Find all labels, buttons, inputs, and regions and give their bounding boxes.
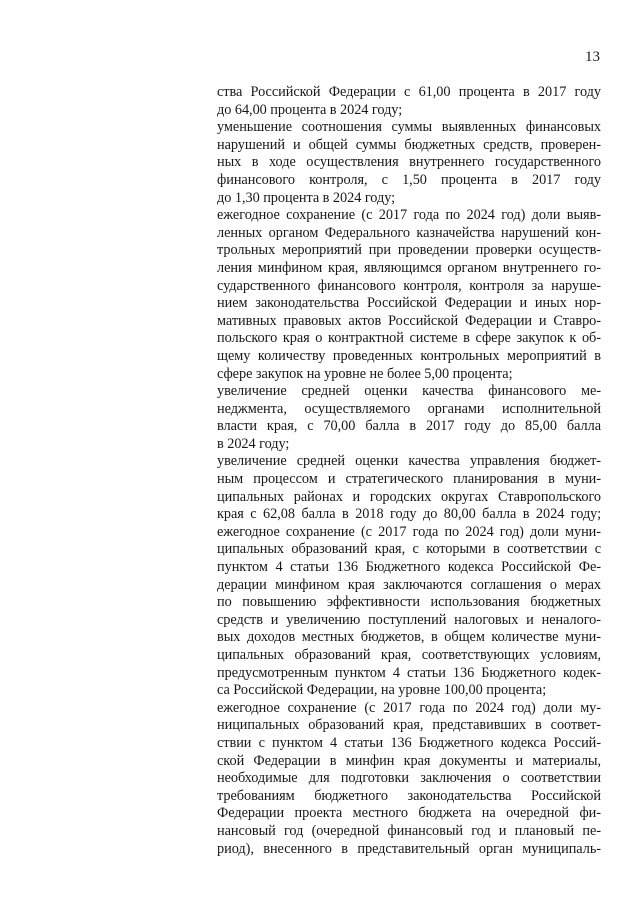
text-line: ства Российской Федерации с 61,00 процента в 2017 году xyxy=(217,84,601,100)
text-line: ежегодное сохранение (с 2017 года по 2024 год) доли муни- xyxy=(217,523,601,540)
text-line: мативных правовых актов Российской Федерации и Ставро- xyxy=(217,312,601,329)
text-line: нием законодательства Российской Федерации и иных нор- xyxy=(217,295,601,312)
text-line: предусмотренным пунктом 4 статьи 136 Бюджетного кодек- xyxy=(217,664,601,681)
text-line: до 64,00 процента в 2024 году; xyxy=(217,101,403,118)
text-line: средств и увеличению поступлений налоговых и неналого- xyxy=(217,611,601,628)
text-line: увеличение средней оценки качества управления бюджет- xyxy=(217,453,601,470)
text-line: необходимые для подготовки заключения о соответствии xyxy=(217,770,601,787)
text-line: финансового контроля, с 1,50 процента в 2017 году xyxy=(217,171,601,188)
text-line: дерации минфином края заключаются соглашения о мерах xyxy=(217,576,601,593)
text-line: в 2024 году; xyxy=(217,435,290,452)
text-line: Федерации проекта местного бюджета на очередной фи- xyxy=(217,805,601,822)
text-line: ципальных образований края, соответствующих условиям, xyxy=(217,647,601,663)
text-line: щему количеству проведенных контрольных мероприятий в xyxy=(217,347,601,364)
body-text xyxy=(217,84,601,858)
text-line: са Российской Федерации, на уровне 100,00 процента; xyxy=(217,682,547,699)
text-line: ципальных районах и городских округах Ставропольского xyxy=(217,488,601,505)
text-line: ниципальных образований края, представивших в соответ- xyxy=(217,717,601,734)
text-line: пунктом 4 статьи 136 Бюджетного кодекса Российской Фе- xyxy=(217,559,601,576)
text-line: ежегодное сохранение (с 2017 года по 2024 год) доли выяв- xyxy=(217,207,601,224)
text-line: увеличение средней оценки качества финансового ме- xyxy=(217,383,601,400)
text-line: сударственного финансового контроля, контроля за наруше- xyxy=(217,277,601,294)
text-line: ствии с пунктом 4 статьи 136 Бюджетного кодекса Россий- xyxy=(217,734,601,751)
text-line: польского края о контрактной системе в сфере закупок к об- xyxy=(217,330,601,347)
text-line: края с 62,08 балла в 2018 году до 80,00 балла в 2024 году; xyxy=(217,506,601,523)
text-line: по повышению эффективности использования бюджетных xyxy=(217,594,601,611)
text-line: вых доходов местных бюджетов, в общем количестве муни- xyxy=(217,629,601,646)
text-line: неджмента, осуществляемого органами исполнительной xyxy=(217,400,601,417)
text-line: нарушений и общей суммы бюджетных средств, проверен- xyxy=(217,136,601,153)
text-line: власти края, с 70,00 балла в 2017 году до 85,00 балла xyxy=(217,418,601,435)
text-line: ежегодное сохранение (с 2017 года по 2024 год) доли му- xyxy=(217,699,601,716)
text-line: трольных мероприятий при проведении проверки осуществ- xyxy=(217,242,601,259)
text-line: требованиям бюджетного законодательства Российской xyxy=(217,787,601,804)
text-line: ных в ходе осуществления внутреннего государственного xyxy=(217,154,601,171)
text-line: до 1,30 процента в 2024 году; xyxy=(217,189,396,206)
text-line: нансовый год (очередной финансовый год и плановый пе- xyxy=(217,822,601,839)
text-line: ным процессом и стратегического планирования в муни- xyxy=(217,471,601,488)
text-line: ской Федерации в минфин края документы и материалы, xyxy=(217,752,601,769)
text-line: риод), внесенного в представительный орган муниципаль- xyxy=(217,840,601,857)
page-number: 13 xyxy=(585,49,600,65)
text-line: сфере закупок на уровне не более 5,00 процента; xyxy=(217,365,513,382)
text-line: ципальных образований края, с которыми в соответствии с xyxy=(217,541,601,558)
text-line: уменьшение соотношения суммы выявленных финансовых xyxy=(217,119,601,136)
text-line: ления минфином края, являющимся органом внутреннего го- xyxy=(217,259,601,276)
text-line: ленных органом Федерального казначейства нарушений кон- xyxy=(217,224,601,241)
